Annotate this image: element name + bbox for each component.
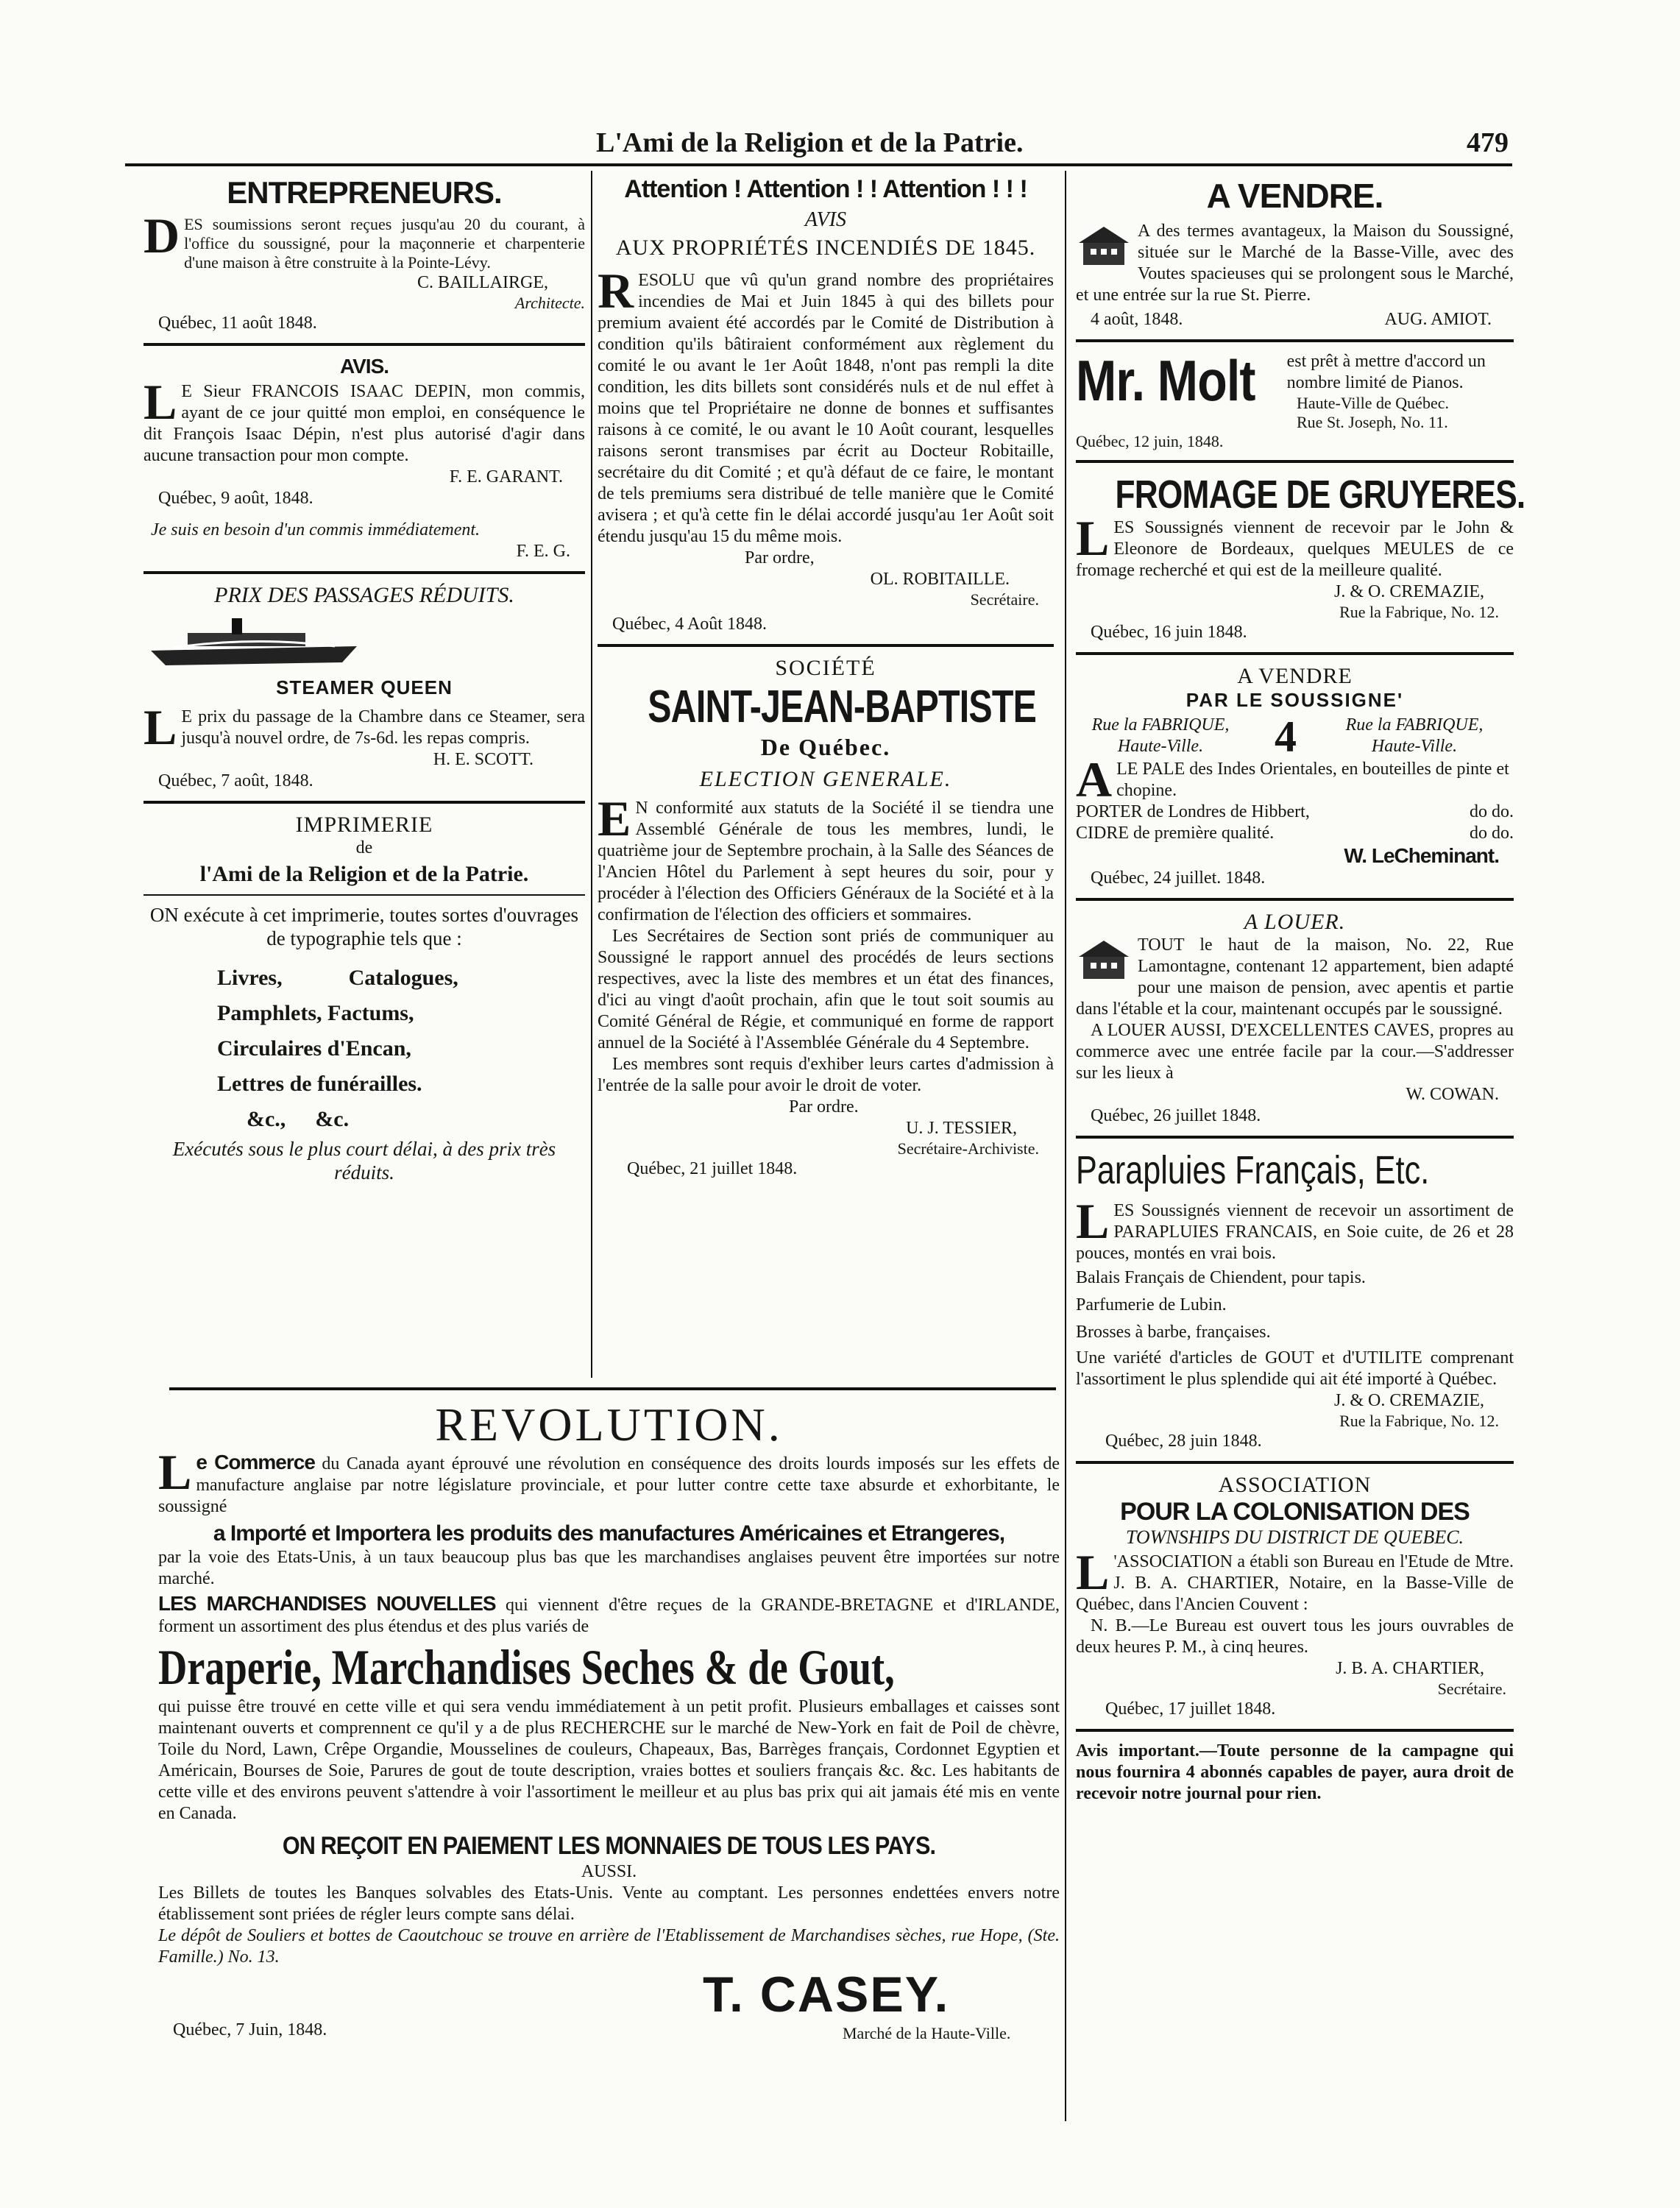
avis-body: [143, 374, 585, 467]
separator: [1076, 1136, 1514, 1139]
vendre2-line-3: [1076, 823, 1514, 844]
column-rule-1: [591, 171, 592, 1378]
louer-date: Québec, 26 juillet 1848.: [1091, 1106, 1261, 1125]
page-number: 479: [1467, 127, 1509, 158]
association-date: Québec, 17 juillet 1848.: [1105, 1699, 1276, 1719]
vendre1-text: A des termes avantageux, la Maison du Soussigné, située sur le Marché de la Basse-Ville, avec des Voutes spacieuses qui se prolongent sous le Marché, et une entrée sur la rue St. Pierre.: [1076, 222, 1514, 305]
parapluies-date: Québec, 28 juin 1848.: [1105, 1432, 1262, 1451]
association-body: [1076, 1544, 1514, 1616]
incendies-body: [598, 263, 1054, 548]
dropcap: E: [598, 790, 631, 846]
entrepreneurs-text: ES soumissions seront reçues jusqu'au 20 du courant, à l'office du soussigné, pour la maçonnerie et charpenterie d'une maison à être construite à la Pointe-Lévy.: [184, 215, 585, 272]
revolution-lead: e Commerce: [196, 1451, 315, 1473]
avis-important: Avis important.—Toute personne de la campagne qui nous fournira 4 abonnés capables de payer, aura droit de recevoir notre journal pour rien.: [1076, 1741, 1514, 1803]
vendre2-cidre: CIDRE de première qualité.: [1076, 824, 1275, 843]
draperie-title: Draperie, Marchandises Seches & de Gout,: [158, 1639, 895, 1695]
fromage-title: FROMAGE DE GRUYERES.: [1115, 473, 1525, 517]
fromage-address: Rue la Fabrique, No. 12.: [1339, 603, 1499, 621]
vendre2-number: 4: [1275, 715, 1297, 759]
association-signature: J. B. A. CHARTIER,: [1336, 1659, 1484, 1678]
casey-name: T. CASEY.: [703, 1967, 950, 2023]
vendre2-line-1-text: LE PALE des Indes Orientales, en bouteilles de pinte et chopine.: [1116, 760, 1509, 800]
avis-signature: F. E. GARANT.: [449, 467, 563, 486]
molt-ad: [1076, 351, 1514, 432]
molt-address-1: Haute-Ville de Québec.: [1297, 394, 1449, 412]
item-livres: Livres,: [217, 966, 283, 990]
avis-title: AVIS.: [339, 355, 389, 378]
column-3: [1076, 175, 1525, 1805]
casey-date: Québec, 7 Juin, 1848.: [173, 2020, 327, 2039]
avis-note: Je suis en besoin d'un commis immédiatement.: [151, 520, 481, 539]
parapluies-title: Parapluies Français, Etc.: [1076, 1148, 1430, 1192]
parapluies-body: [1076, 1193, 1514, 1264]
revolution-p7: Le dépôt de Souliers et bottes de Caoutchouc se trouve en arrière de l'Etablissement de Marchandises sèches, rue Hope, (Ste. Famille.) No. 13.: [158, 1926, 1060, 1967]
revolution-p4-lead: LES MARCHANDISES NOUVELLES: [158, 1592, 496, 1615]
separator: [143, 801, 585, 804]
vendre1-title: A VENDRE.: [1206, 177, 1383, 215]
fromage-body: [1076, 510, 1514, 581]
election-title: ELECTION GENERALE.: [699, 767, 952, 791]
vendre1-signature: AUG. AMIOT.: [1384, 310, 1492, 329]
item-row: [217, 960, 585, 996]
vendre2-do: do do.: [1470, 824, 1514, 843]
house-icon: [1076, 224, 1132, 268]
dropcap: L: [1076, 1544, 1110, 1600]
sjb-title: SAINT-JEAN-BAPTISTE: [648, 682, 1037, 732]
robitaille-date: Québec, 4 Août 1848.: [612, 615, 767, 634]
election-text: N conformité aux statuts de la Société il se tiendra une Assemblé Générale de tous les membres, lundi, le quatrième jour de Septembre prochain, à la Salle des Séances de l'Ancien Hôtel du Parlement à sept heures du soir, pour y procéder à l'élection des Officiers Généraux de la Société et à la confirmation de l'élection des officiers et sommaires.: [598, 799, 1054, 924]
separator: [598, 644, 1054, 647]
casey-market: Marché de la Haute-Ville.: [843, 2024, 1011, 2042]
robitaille-signature: OL. ROBITAILLE.: [870, 570, 1010, 589]
dropcap: D: [143, 208, 180, 263]
item-lettres: Lettres de funérailles.: [217, 1072, 422, 1096]
revolution-p5: qui puisse être trouvé en cette ville et qui sera vendu immédiatement à un petit profit. Plusieurs emballages et caisses sont maintenant ouverts et comprennent ce qu'il y a de plus RECHERCHE sur le marché de New-York en fait de Poil de chèvre, Toile du Nord, Lawn, Crêpe Organdie, Mousselines de couleurs, Chapeaux, Bas, Barrèges français, Cordonnet Egyptien et Américain, Bourses de Soie, Parures de gout de toute description, vraies bottes et souliers français &c. &c. Les habitants de cette ville et des environs peuvent s'attendre à voir l'assortiment le meilleur et au plus bas prix qui ait jamais été mis en vente en Canada.: [158, 1697, 1060, 1823]
association-nb: N. B.—Le Bureau est ouvert tous les jours ouvrables de deux heures P. M., à cinq heures.: [1076, 1616, 1514, 1657]
separator: [1076, 1461, 1514, 1464]
separator: [1076, 339, 1514, 342]
dropcap: A: [1076, 751, 1113, 807]
casey-block: [158, 1968, 1060, 2049]
aussi-heading: AUSSI.: [581, 1862, 637, 1881]
imprimerie-items: [143, 960, 585, 1137]
avis-heading: AVIS: [804, 208, 847, 231]
item-pamphlets: Pamphlets, Factums,: [217, 1001, 414, 1025]
parapluies-line-1: Balais Français de Chiendent, pour tapis.: [1076, 1268, 1366, 1287]
revolution-p1: [158, 1444, 1060, 1518]
dropcap: L: [1076, 1193, 1110, 1249]
passages-text: E prix du passage de la Chambre dans ce Steamer, sera jusqu'à nouvel ordre, de 7s-6d. les repas compris.: [181, 707, 585, 748]
monnaies-heading: ON REÇOIT EN PAIEMENT LES MONNAIES DE TOUS LES PAYS.: [282, 1832, 936, 1860]
item-etc-2: &c.: [315, 1107, 350, 1131]
parapluies-address: Rue la Fabrique, No. 12.: [1339, 1412, 1499, 1430]
separator: [143, 343, 585, 346]
vendre2-title: A VENDRE: [1237, 664, 1353, 688]
louer-title: A LOUER.: [1244, 910, 1346, 934]
passages-date: Québec, 7 août, 1848.: [158, 771, 313, 790]
column-1: [143, 175, 585, 1184]
association-title: ASSOCIATION: [1218, 1473, 1372, 1497]
separator: [143, 571, 585, 574]
entrepreneurs-date: Québec, 11 août 1848.: [158, 314, 317, 333]
parapluies-body-2: Une variété d'articles de GOUT et d'UTILITE comprenant l'assortiment le plus splendide qui ait été importé à Québec.: [1076, 1348, 1514, 1389]
election-body: [598, 790, 1054, 926]
entrepreneurs-signature: C. BAILLAIRGE,: [417, 273, 548, 292]
dropcap: L: [143, 374, 177, 430]
association-text: 'ASSOCIATION a établi son Bureau en l'Etude de Mtre. J. B. A. CHARTIER, Notaire, en la Basse-Ville de Québec, dans l'Ancien Couvent :: [1076, 1552, 1514, 1614]
imprimerie-de: de: [355, 838, 373, 857]
vendre2-line-2: [1076, 802, 1514, 823]
item-etc-1: &c.,: [247, 1107, 286, 1131]
parapluies-line-2: Parfumerie de Lubin.: [1076, 1295, 1227, 1314]
election-body-2: Les Secrétaires de Section sont priés de communiquer au Soussigné le rapport annuel des procédés de leurs sections respectives, avec la liste des membres et un état des finances, d'ici au vingt d'août prochain, afin que le tout soit soumis au Comité Général de Régie, et communiqué en forme de rapport annuel de la Société à l'Assemblée Générale du 4 Septembre.: [598, 927, 1054, 1052]
fromage-date: Québec, 16 juin 1848.: [1091, 623, 1247, 642]
parapluies-line-3: Brosses à barbe, françaises.: [1076, 1323, 1271, 1342]
par-ordre: Par ordre,: [745, 548, 815, 567]
imprimerie-footer: Exécutés sous le plus court délai, à des prix très réduits.: [172, 1138, 556, 1183]
revolution-p4: [158, 1593, 1060, 1638]
revolution-p3: par la voie des Etats-Unis, à un taux beaucoup plus bas que les marchandises anglaises peuvent être importées sur notre marché.: [158, 1548, 1060, 1588]
robitaille-role: Secrétaire.: [970, 590, 1039, 609]
steamer-name: STEAMER QUEEN: [276, 676, 453, 698]
header-rule: [125, 163, 1512, 166]
item-row: [217, 1102, 585, 1137]
tessier-role: Secrétaire-Archiviste.: [897, 1139, 1039, 1158]
louer-signature: W. COWAN.: [1406, 1085, 1499, 1104]
revolution-title: REVOLUTION.: [435, 1398, 783, 1451]
revolution-top-rule: [169, 1387, 1056, 1390]
vendre2-subtitle: PAR LE SOUSSIGNE': [1185, 689, 1404, 711]
passages-signature: H. E. SCOTT.: [433, 750, 534, 769]
dropcap: L: [1076, 510, 1110, 566]
parapluies-signature: J. & O. CREMAZIE,: [1334, 1391, 1484, 1410]
item-circulaires: Circulaires d'Encan,: [217, 1036, 411, 1061]
imprimerie-title: IMPRIMERIE: [295, 813, 433, 837]
dropcap: R: [598, 263, 634, 319]
incendies-text: ESOLU que vû qu'un grand nombre des propriétaires incendies de Mai et Juin 1845 à qui des billets pour premium avaient été accordés par le Comité de Distribution à condition qu'ils bâtiraient conformément aux règlement du comité le ou avant le 1er Août 1848, n'ont pas rempli la dite condition, les dits billets sont considérés nuls et de nul effet à moins que tel Propriétaire ne donne de bonnes et suffisantes raisons à ce comité, le ou avant le 10 Août courant, lesquelles raisons seront transmises par écrit au Docteur Robitaille, secrétaire du dit Comité ; et qu'à défaut de ce faire, le montant de tels premiums sera distribué de telle manière que le Comité avisera ; et qu'à cette fin le délai accordé jusqu'au 1er Août soit étendu jusqu'au 15 du même mois.: [598, 271, 1054, 546]
societe-title: SOCIÉTÉ: [775, 656, 876, 680]
louer-body: [1076, 935, 1514, 1020]
entrepreneurs-title: ENTREPRENEURS.: [227, 175, 502, 210]
steamer-ship-icon: [143, 614, 364, 673]
tessier-signature: U. J. TESSIER,: [906, 1119, 1017, 1138]
avis-text: E Sieur FRANCOIS ISAAC DEPIN, mon commis, ayant de ce jour quitté mon emploi, en conséquence le dit François Isaac Dépin, n'est plus autorisé d'agir dans aucune transaction pour mon compte.: [143, 382, 585, 465]
incendies-title: AUX PROPRIÉTÉS INCENDIÉS DE 1845.: [615, 236, 1036, 260]
vendre2-date: Québec, 24 juillet. 1848.: [1091, 868, 1266, 888]
election-body-3: Les membres sont requis d'exhiber leurs cartes d'admission à l'entrée de la salle pour avoir le droit de voter.: [598, 1055, 1054, 1095]
fromage-signature: J. & O. CREMAZIE,: [1334, 582, 1484, 601]
molt-address-2: Rue St. Joseph, No. 11.: [1297, 413, 1448, 431]
revolution-p6: Les Billets de toutes les Banques solvables des Etats-Unis. Vente au comptant. Les personnes endettées envers notre établissement sont priées de régler leurs compte sans délai.: [158, 1883, 1060, 1924]
louer-text: TOUT le haut de la maison, No. 22, Rue Lamontagne, contenant 12 appartement, bien adapté pour une maison de pension, avec apentis et partie dans l'étable et la cour, maintenant occupés par le soussigné.: [1076, 935, 1514, 1019]
imprimerie-name: l'Ami de la Religion et de la Patrie.: [199, 862, 529, 886]
vendre1-date: 4 août, 1848.: [1091, 310, 1183, 329]
revolution-p1-text: du Canada ayant éprouvé une révolution en conséquence des droits lourds imposés sur les effets de manufacture anglaise par notre législature provinciale, et pour lutter contre cette taxe absurde et exhorbitante, le soussigné: [158, 1454, 1060, 1516]
newspaper-title: L'Ami de la Religion et de la Patrie.: [596, 127, 1024, 158]
passages-body: [143, 699, 585, 755]
entrepreneurs-role: Architecte.: [514, 294, 585, 312]
avis-note-signature: F. E. G.: [516, 542, 570, 561]
vendre2-address-right: Rue la FABRIQUE, Haute-Ville.: [1345, 715, 1484, 756]
dropcap: L: [143, 699, 177, 755]
revolution-p4-text: qui viennent d'être reçues de la GRANDE-BRETAGNE et d'IRLANDE, forment un assortiment des plus étendus et des plus variés de: [158, 1596, 1060, 1636]
separator: [143, 894, 585, 896]
de-quebec: De Québec.: [760, 734, 891, 760]
entrepreneurs-body: [143, 208, 585, 272]
separator: [1076, 460, 1514, 463]
molt-name: Mr. Molt: [1076, 351, 1255, 413]
vendre1-footer: [1076, 309, 1514, 330]
revolution-p2: a Importé et Importera les produits des manufactures Américaines et Etrangeres,: [213, 1521, 1005, 1546]
vendre2-address-left: Rue la FABRIQUE, Haute-Ville.: [1091, 715, 1230, 756]
vendre2-porter: PORTER de Londres de Hibbert,: [1076, 802, 1310, 821]
item-catalogues: Catalogues,: [348, 966, 458, 990]
passages-title: PRIX DES PASSAGES RÉDUITS.: [214, 583, 514, 607]
column-2: [598, 175, 1054, 1180]
molt-date: Québec, 12 juin, 1848.: [1076, 432, 1224, 450]
separator: [1076, 1729, 1514, 1732]
association-role: Secrétaire.: [1437, 1680, 1506, 1698]
page-header: [110, 127, 1509, 156]
avis-date: Québec, 9 août, 1848.: [158, 489, 313, 508]
vendre2-signature: W. LeCheminant.: [1344, 844, 1499, 867]
vendre2-line-1: [1076, 751, 1514, 807]
separator: [1076, 898, 1514, 901]
association-subtitle: POUR LA COLONISATION DES: [1120, 1498, 1470, 1526]
attention-heading: Attention ! Attention ! ! Attention ! ! !: [624, 175, 1027, 203]
association-subtitle-2: TOWNSHIPS DU DISTRICT DE QUEBEC.: [1125, 1526, 1464, 1548]
fromage-text: ES Soussignés viennent de recevoir par le John & Eleonore de Bordeaux, quelques MEULES de ce fromage recherché et qui est de la meilleure qualité.: [1076, 518, 1514, 580]
par-ordre-2: Par ordre.: [789, 1097, 859, 1117]
louer-body-2: A LOUER AUSSI, D'EXCELLENTES CAVES, propres au commerce avec une entrée facile par la cour.—S'addresser sur les lieux à: [1076, 1021, 1514, 1083]
vendre1-body: [1076, 221, 1514, 306]
imprimerie-intro: ON exécute à cet imprimerie, toutes sortes d'ouvrages de typographie tels que :: [149, 904, 579, 949]
column-rule-2: [1065, 171, 1066, 2121]
tessier-date: Québec, 21 juillet 1848.: [627, 1159, 798, 1178]
vendre2-addresses: [1076, 715, 1514, 759]
parapluies-text: ES Soussignés viennent de recevoir un assortiment de PARAPLUIES FRANCAIS, en Soie cuite, de 26 et 28 pouces, montés en vrai bois.: [1076, 1201, 1514, 1263]
molt-body: est prêt à mettre d'accord un nombre limité de Pianos.: [1286, 352, 1486, 392]
house-icon: [1076, 938, 1132, 982]
revolution-ad: [158, 1398, 1060, 2049]
separator: [1076, 652, 1514, 655]
vendre2-do: do do.: [1470, 802, 1514, 821]
dropcap: L: [158, 1444, 192, 1500]
